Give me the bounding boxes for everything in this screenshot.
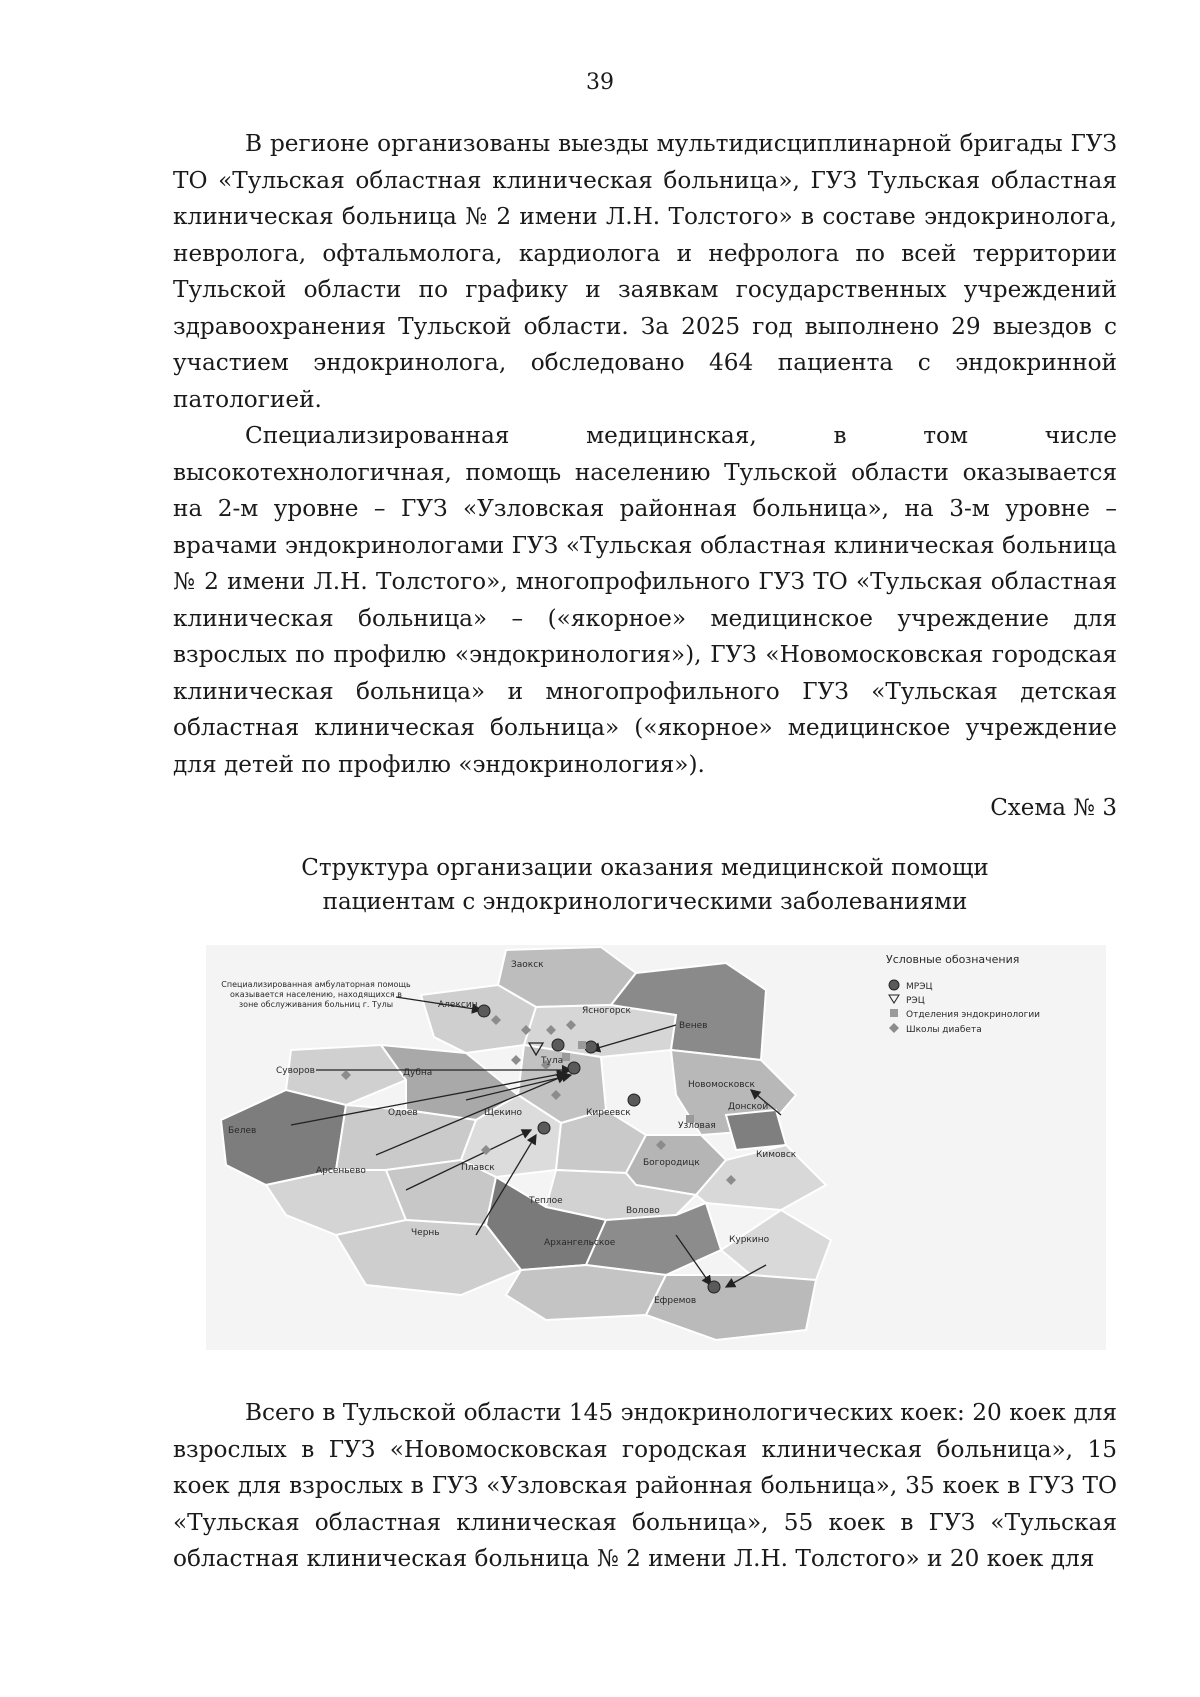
region-map: [206, 945, 1106, 1350]
body-text-bottom: [173, 1395, 1117, 1578]
region-map-figure: [206, 945, 1106, 1350]
district-label: Архангельское: [544, 1238, 616, 1248]
legend-item: Отделения эндокринологии: [906, 1010, 1041, 1020]
district-label: Ефремов: [654, 1296, 697, 1306]
mrec-marker: [478, 1005, 490, 1017]
district-label: Новомосковск: [688, 1080, 755, 1090]
scheme-title-line: Структура организации оказания медицинской помощи: [301, 855, 989, 881]
district-label: Щекино: [484, 1108, 523, 1118]
district-label: Узловая: [678, 1121, 716, 1131]
scheme-title: [173, 851, 1117, 919]
district-label: Плавск: [461, 1163, 495, 1173]
legend-circle-icon: [889, 980, 899, 990]
paragraph: В регионе организованы выезды мультидисциплинарной бригады ГУЗ ТО «Тульская областная клиническая больница», ГУЗ Тульская областная клиническая больница № 2 имени Л.Н. Толстого» в составе эндокринолога, невролога, офтальмолога, кардиолога и нефролога по всей территории Тульской области по графику и заявкам государственных учреждений здравоохранения Тульской области. За 2025 год выполнено 29 выездов с участием эндокринолога, обследовано 464 пациента с эндокринной патологией.: [173, 130, 1117, 413]
scheme-label: Схема № 3: [990, 795, 1117, 821]
mrec-marker: [568, 1062, 580, 1074]
department-marker: [578, 1041, 586, 1049]
mrec-marker: [585, 1041, 597, 1053]
legend-item: РЭЦ: [906, 996, 925, 1006]
map-annotation-line: Специализированная амбулаторная помощь: [221, 980, 411, 989]
district-label: Тула: [541, 1056, 564, 1066]
legend-item: Школы диабета: [906, 1025, 982, 1035]
district-label: Венев: [679, 1021, 708, 1031]
district-label: Суворов: [276, 1066, 315, 1076]
district-label: Донской: [728, 1102, 769, 1112]
district-label: Волово: [626, 1206, 660, 1216]
district-label: Алексин: [438, 1000, 478, 1010]
map-annotation-line: оказывается населению, находящихся в: [230, 990, 402, 999]
district-label: Киреевск: [586, 1108, 631, 1118]
district-label: Одоев: [388, 1108, 418, 1118]
district-label: Богородицк: [643, 1158, 700, 1168]
district-donskoy: [726, 1110, 786, 1150]
map-annotation-line: зоне обслуживания больниц г. Тулы: [238, 1000, 394, 1009]
district-label: Белев: [228, 1126, 257, 1136]
district-label: Кимовск: [756, 1150, 797, 1160]
district-label: Дубна: [403, 1068, 433, 1078]
district-label: Заокск: [511, 960, 544, 970]
legend-item: МРЭЦ: [906, 982, 933, 992]
page-number: 39: [586, 70, 614, 95]
paragraph: Всего в Тульской области 145 эндокринологических коек: 20 коек для взрослых в ГУЗ «Новомосковская городская клиническая больница», 15 коек для взрослых в ГУЗ «Узловская районная больница», 35 коек в ГУЗ ТО «Тульская областная клиническая больница», 55 коек в ГУЗ «Тульская областная клиническая больница № 2 имени Л.Н. Толстого» и 20 коек для: [173, 1399, 1117, 1572]
mrec-marker: [628, 1094, 640, 1106]
district-label: Куркино: [729, 1235, 770, 1245]
scheme-title-line: пациентам с эндокринологическими заболеваниями: [322, 889, 968, 915]
district-label: Арсеньево: [316, 1166, 366, 1176]
mrec-marker: [552, 1039, 564, 1051]
legend-square-icon: [890, 1009, 898, 1017]
mrec-marker: [708, 1281, 720, 1293]
department-marker: [562, 1053, 570, 1061]
body-text-top: [173, 126, 1117, 783]
district-label: Теплое: [529, 1196, 563, 1206]
district-label: Чернь: [411, 1228, 440, 1238]
paragraph: Специализированная медицинская, в том числе высокотехнологичная, помощь населению Тульской области оказывается на 2-м уровне – ГУЗ «Узловская районная больница», на 3-м уровне – врачами эндокринологами ГУЗ «Тульская областная клиническая больница № 2 имени Л.Н. Толстого», многопрофильного ГУЗ ТО «Тульская областная клиническая больница» – («якорное» медицинское учреждение для взрослых по профилю «эндокринология»), ГУЗ «Новомосковская городская клиническая больница» и многопрофильного ГУЗ «Тульская детская областная клиническая больница» («якорное» медицинское учреждение для детей по профилю «эндокринология»).: [173, 422, 1117, 778]
legend-title: Условные обозначения: [886, 953, 1020, 966]
district-label: Ясногорск: [582, 1006, 631, 1016]
mrec-marker: [538, 1122, 550, 1134]
